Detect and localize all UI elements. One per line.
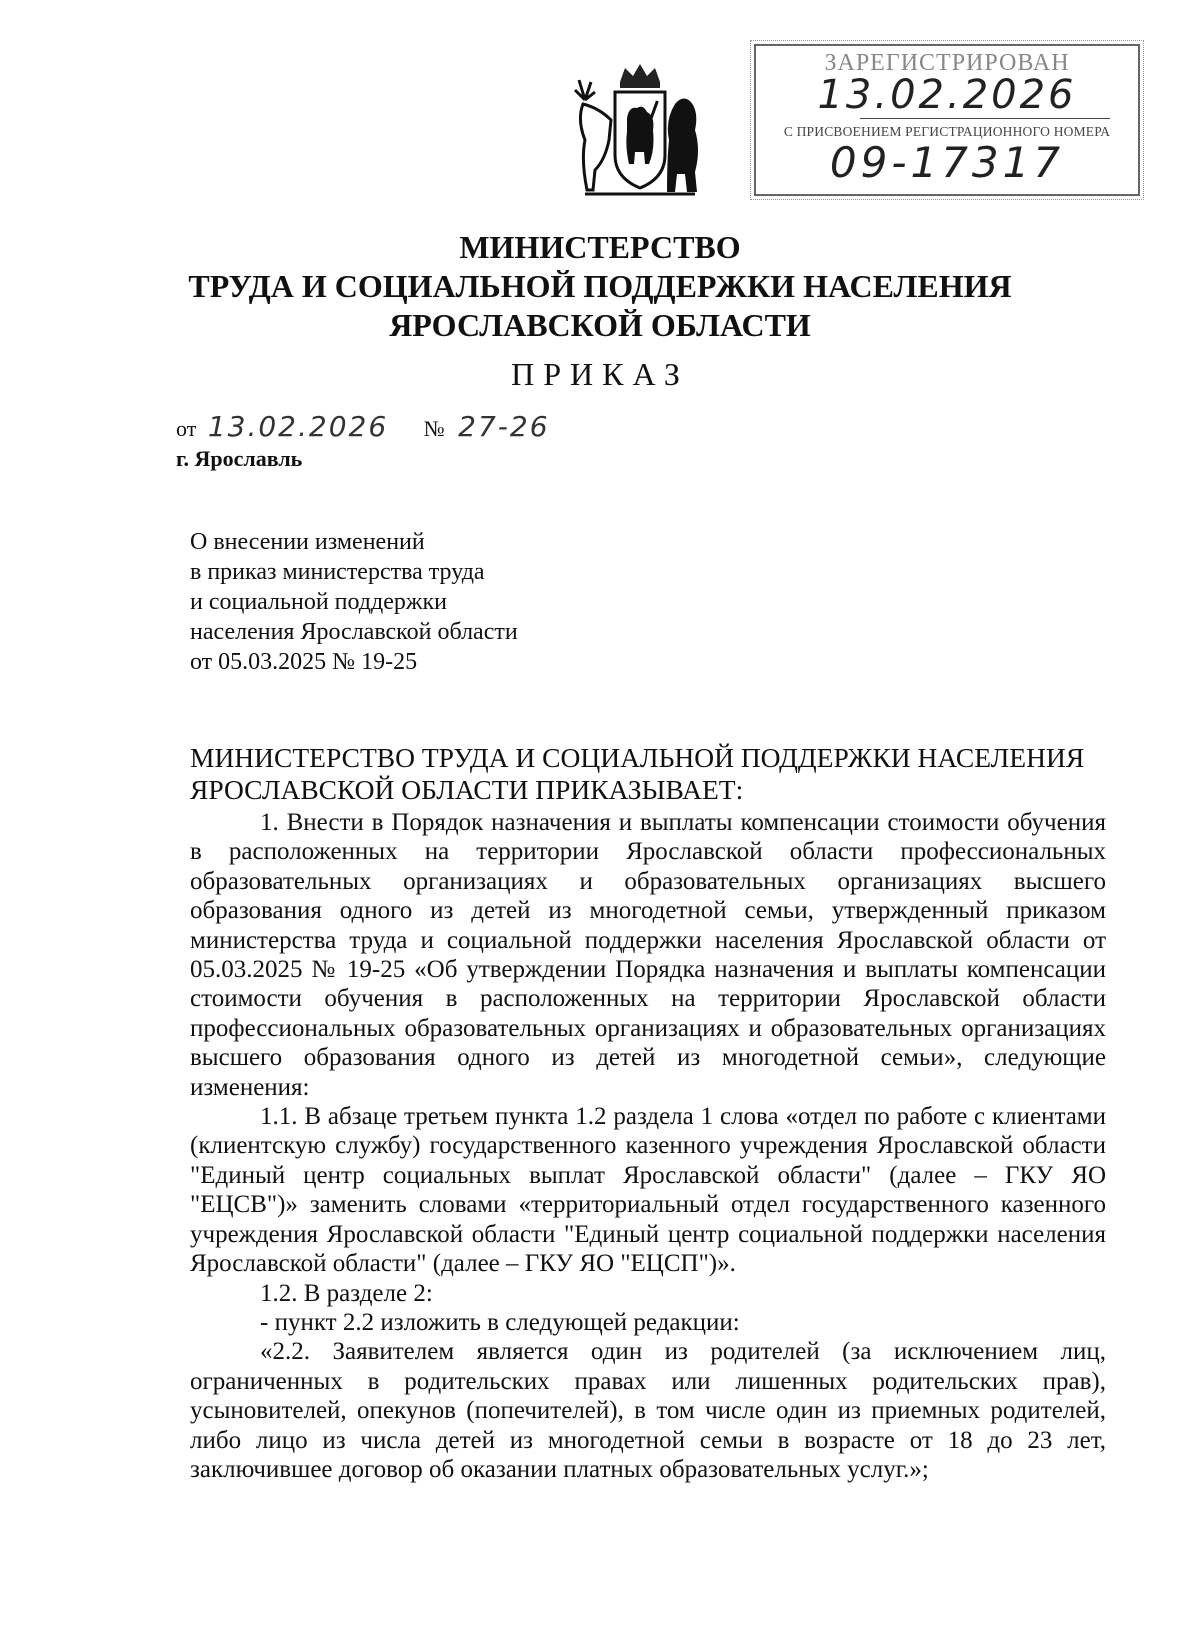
- stamp-divider: [860, 118, 1110, 119]
- stamp-date: 13.02.2026: [817, 72, 1077, 118]
- stamp-title: ЗАРЕГИСТРИРОВАН: [824, 50, 1070, 76]
- order-preamble: [190, 742, 1110, 806]
- order-city: г. Ярославль: [176, 446, 303, 471]
- order-from-label: от: [176, 416, 197, 441]
- preamble-line: МИНИСТЕРСТВО ТРУДА И СОЦИАЛЬНОЙ ПОДДЕРЖКИ НАСЕЛЕНИЯ: [190, 742, 1085, 773]
- order-body: [190, 808, 1106, 1484]
- paragraph-1-2: 1.2. В разделе 2:: [260, 1279, 433, 1307]
- paragraph-1-1: 1.1. В абзаце третьем пункта 1.2 раздела 1 слова «отдел по работе с клиентами (клиентскую службу) государственного казенного учреждения Ярославской области "Единый центр социальных выплат Ярославской области" (далее – ГКУ ЯО "ЕЦСВ")» заменить словами «территориальный отдел государственного казенного учреждения Ярославской области "Единый центр социальной поддержки населения Ярославской области" (далее – ГКУ ЯО "ЕЦСП")».: [190, 1103, 1106, 1278]
- stamp-subtitle: С ПРИСВОЕНИЕМ РЕГИСТРАЦИОННОГО НОМЕРА: [783, 124, 1111, 139]
- paragraph-2-2: «2.2. Заявителем является один из родителей (за исключением лиц, ограниченных в родительских правах или лишенных родительских прав), усыновителей, опекунов (попечителей), в том числе один из приемных родителей, либо лицо из числа детей из многодетной семьи в возрасте от 18 до 23 лет, заключившее договор об оказании платных образовательных услуг.»;: [190, 1338, 1106, 1483]
- subject-line: О внесении изменений: [190, 529, 425, 555]
- ministry-line-2: ТРУДА И СОЦИАЛЬНОЙ ПОДДЕРЖКИ НАСЕЛЕНИЯ: [188, 268, 1012, 304]
- preamble-line: ЯРОСЛАВСКОЙ ОБЛАСТИ ПРИКАЗЫВАЕТ:: [190, 774, 744, 805]
- order-number-label: №: [423, 416, 445, 441]
- coat-of-arms-icon: [565, 60, 715, 210]
- subject-line: и социальной поддержки: [190, 589, 447, 615]
- ministry-line-1: МИНИСТЕРСТВО: [459, 229, 741, 265]
- subject-line: населения Ярославской области: [190, 619, 518, 645]
- subject-line: от 05.03.2025 № 19-25: [190, 649, 418, 675]
- paragraph-1: 1. Внести в Порядок назначения и выплаты компенсации стоимости обучения в расположенных на территории Ярославской области профессиональных образовательных организациях и образовательных организациях высшего образования одного из детей из многодетной семьи, утвержденный приказом министерства труда и социальной поддержки населения Ярославской области от 05.03.2025 № 19-25 «Об утверждении Порядка назначения и выплаты компенсации стоимости обучения в расположенных на территории Ярославской области профессиональных образовательных организациях и образовательных организациях высшего образования одного из детей из многодетной семьи», следующие изменения:: [190, 809, 1106, 1101]
- document-type: ПРИКАЗ: [511, 356, 689, 392]
- order-date: 13.02.2026: [207, 410, 389, 443]
- subject-line: в приказ министерства труда: [190, 559, 485, 585]
- ministry-line-3: ЯРОСЛАВСКОЙ ОБЛАСТИ: [389, 307, 811, 343]
- order-subject: [190, 527, 610, 677]
- stamp-number: 09-17317: [829, 138, 1065, 187]
- order-number: 27-26: [458, 410, 550, 443]
- order-details: [176, 410, 550, 443]
- registration-stamp: [754, 44, 1140, 196]
- ministry-heading: [0, 228, 1200, 345]
- paragraph-item: - пункт 2.2 изложить в следующей редакции:: [260, 1308, 740, 1336]
